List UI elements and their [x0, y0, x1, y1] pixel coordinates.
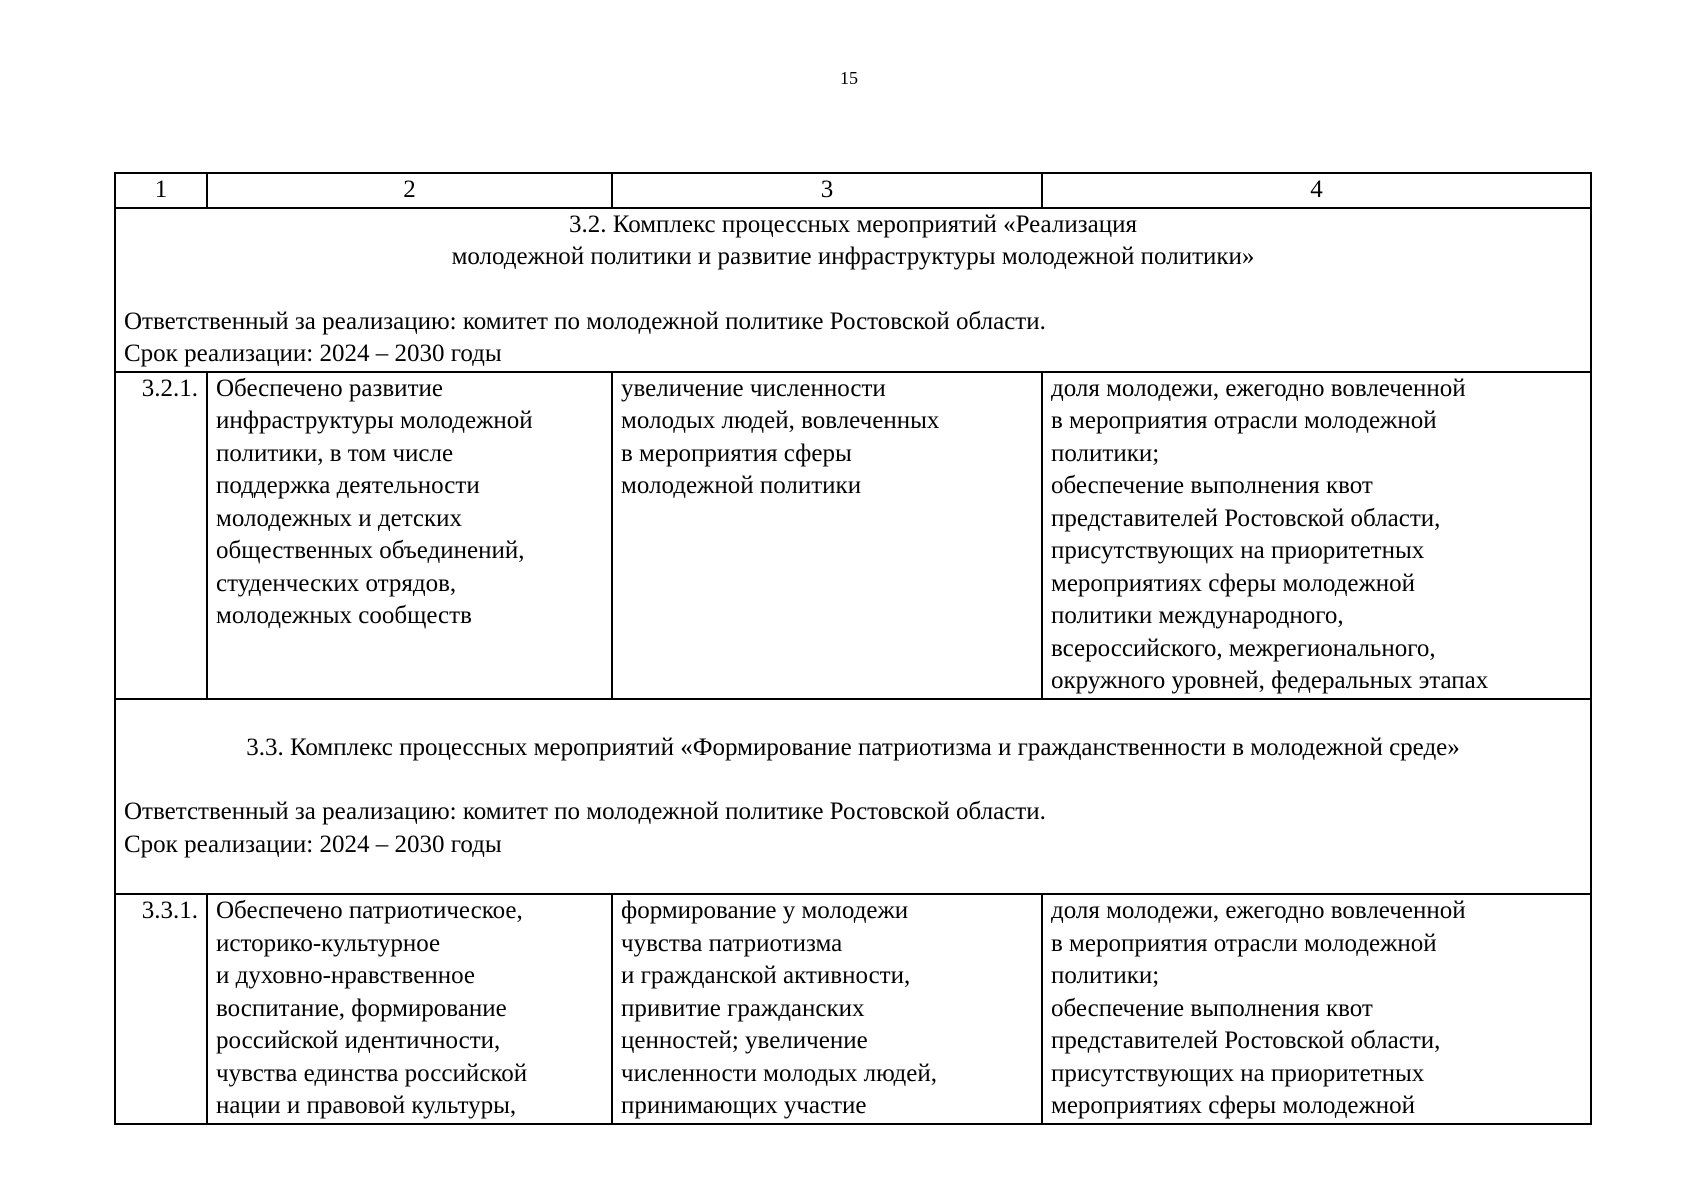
cell-line: привитие гражданских: [621, 994, 865, 1022]
cell-line: политики, в том числе: [216, 439, 454, 467]
cell-line: Обеспечено патриотическое,: [216, 897, 523, 924]
header-cell-1: 1: [115, 173, 207, 208]
measures-table: [114, 172, 1592, 1125]
section-3-2: [115, 208, 1591, 372]
cell-line: в мероприятия сферы: [621, 439, 852, 467]
cell-line: представителей Ростовской области,: [1051, 504, 1441, 532]
cell-line: увеличение численности: [621, 374, 886, 402]
cell-line: молодежной политики: [621, 472, 862, 499]
section-3-2-period: Срок реализации: 2024 – 2030 годы: [124, 340, 502, 367]
row-3-3-1-col-2: [207, 894, 612, 1124]
row-number: 3.2.1.: [115, 372, 207, 699]
header-row: [115, 173, 1591, 208]
cell-line: чувства патриотизма: [621, 929, 843, 957]
cell-line: воспитание, формирование: [216, 994, 507, 1022]
section-3-3-title: 3.3. Комплекс процессных мероприятий «Формирование патриотизма и гражданственности в молодежной среде»: [246, 733, 1460, 761]
page-number: 15: [840, 68, 858, 88]
section-row-3-3: [115, 699, 1591, 895]
cell-line: общественных объединений,: [216, 537, 525, 564]
section-3-2-title-line: 3.2. Комплекс процессных мероприятий «Реализация: [569, 210, 1137, 238]
cell-line: обеспечение выполнения квот: [1051, 994, 1373, 1022]
cell-line: молодежных и детских: [216, 504, 463, 532]
cell-line: историко-культурное: [216, 929, 441, 957]
cell-line: и духовно-нравственное: [216, 962, 475, 989]
cell-line: принимающих участие: [621, 1092, 867, 1119]
cell-line: ценностей; увеличение: [621, 1027, 868, 1054]
cell-line: всероссийского, межрегионального,: [1051, 634, 1436, 662]
cell-line: студенческих отрядов,: [216, 569, 457, 597]
header-cell-4: 4: [1042, 173, 1591, 208]
section-3-2-title-line: молодежной политики и развитие инфраструктуры молодежной политики»: [451, 243, 1255, 270]
cell-line: представителей Ростовской области,: [1051, 1027, 1441, 1054]
table-row-3-2-1: [115, 372, 1591, 699]
cell-line: политики международного,: [1051, 602, 1344, 629]
cell-line: присутствующих на приоритетных: [1051, 1059, 1425, 1087]
cell-line: обеспечение выполнения квот: [1051, 472, 1373, 499]
cell-line: политики;: [1051, 439, 1160, 467]
section-row-3-2: [115, 208, 1591, 372]
cell-line: в мероприятия отрасли молодежной: [1051, 407, 1437, 434]
section-3-2-title: [124, 209, 1582, 274]
cell-line: поддержка деятельности: [216, 472, 480, 499]
cell-line: нации и правовой культуры,: [216, 1092, 517, 1119]
table-row-3-3-1: [115, 894, 1591, 1124]
cell-line: окружного уровней, федеральных этапах: [1051, 667, 1489, 694]
header-cell-2: 2: [207, 173, 612, 208]
cell-line: политики;: [1051, 962, 1160, 989]
cell-line: формирование у молодежи: [621, 897, 909, 924]
cell-line: доля молодежи, ежегодно вовлеченной: [1051, 374, 1466, 402]
cell-line: мероприятиях сферы молодежной: [1051, 1092, 1416, 1119]
row-3-2-1-col-2: [207, 372, 612, 699]
cell-line: и гражданской активности,: [621, 962, 911, 989]
cell-line: российской идентичности,: [216, 1027, 501, 1054]
section-3-3-responsible: Ответственный за реализацию: комитет по молодежной политике Ростовской области.: [124, 798, 1046, 825]
row-number: 3.3.1.: [115, 894, 207, 1124]
cell-line: численности молодых людей,: [621, 1059, 937, 1087]
header-cell-3: 3: [612, 173, 1042, 208]
cell-line: мероприятиях сферы молодежной: [1051, 569, 1416, 597]
row-3-2-1-col-3: [612, 372, 1042, 699]
cell-line: доля молодежи, ежегодно вовлеченной: [1051, 897, 1466, 924]
cell-line: инфраструктуры молодежной: [216, 407, 533, 434]
row-3-3-1-col-3: [612, 894, 1042, 1124]
section-3-3-period: Срок реализации: 2024 – 2030 годы: [124, 830, 502, 858]
section-3-3: [115, 699, 1591, 895]
row-3-2-1-col-4: [1042, 372, 1591, 699]
cell-line: чувства единства российской: [216, 1059, 528, 1087]
cell-line: Обеспечено развитие: [216, 374, 443, 402]
cell-line: присутствующих на приоритетных: [1051, 537, 1425, 564]
cell-line: молодежных сообществ: [216, 602, 472, 629]
section-3-2-responsible: Ответственный за реализацию: комитет по молодежной политике Ростовской области.: [124, 307, 1046, 335]
cell-line: в мероприятия отрасли молодежной: [1051, 929, 1437, 957]
cell-line: молодых людей, вовлеченных: [621, 407, 940, 434]
row-3-3-1-col-4: [1042, 894, 1591, 1124]
